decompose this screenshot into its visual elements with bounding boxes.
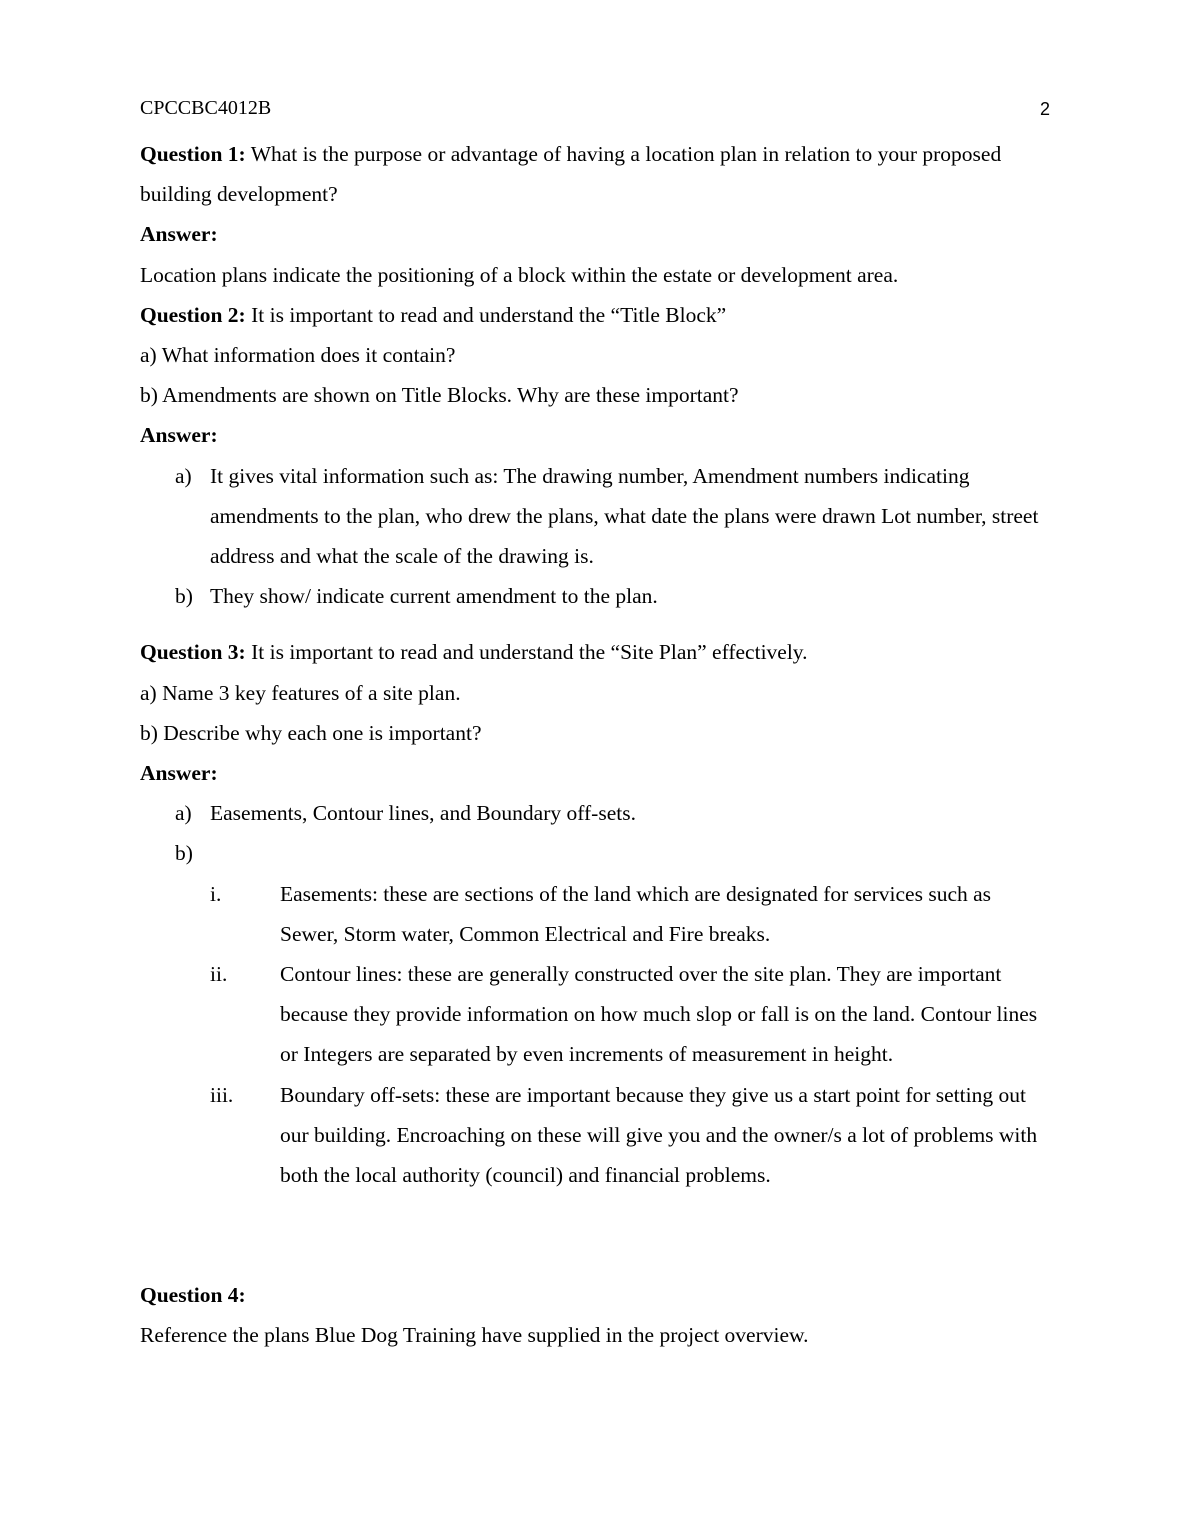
list-item: [140, 874, 1050, 954]
list-marker: b): [175, 841, 193, 866]
question-2-part-b: b) Amendments are shown on Title Blocks. Why are these important?: [140, 383, 739, 408]
question-2: [140, 295, 1050, 335]
answer-2-label: Answer:: [140, 423, 218, 448]
question-4-text: Reference the plans Blue Dog Training have supplied in the project overview.: [140, 1323, 809, 1348]
answer-3-list: [140, 793, 1050, 873]
list-marker: iii.: [210, 1082, 234, 1107]
list-item-text: Easements, Contour lines, and Boundary off-sets.: [210, 801, 636, 826]
list-marker: i.: [210, 881, 222, 906]
question-1: [140, 134, 1050, 214]
list-marker: ii.: [210, 962, 228, 987]
list-item: [140, 833, 1050, 873]
question-4-label: Question 4:: [140, 1283, 246, 1308]
question-2-label: Question 2:: [140, 302, 246, 327]
document-body: [140, 134, 1050, 1356]
question-3-part-b: b) Describe why each one is important?: [140, 720, 482, 745]
answer-3b-list: [140, 874, 1050, 1196]
question-2-part-a: a) What information does it contain?: [140, 343, 456, 368]
list-marker: a): [175, 801, 192, 826]
answer-1-text: Location plans indicate the positioning of a block within the estate or development area.: [140, 262, 899, 287]
answer-1-label: Answer:: [140, 222, 218, 247]
list-marker: a): [175, 463, 192, 488]
question-3-text: It is important to read and understand the “Site Plan” effectively.: [251, 640, 808, 665]
question-1-label: Question 1:: [140, 142, 246, 166]
question-3-part-a: a) Name 3 key features of a site plan.: [140, 680, 461, 705]
list-marker: b): [175, 584, 193, 609]
list-item-text: Easements: these are sections of the land which are designated for services such as Sewer, Storm water, Common Electrical and Fire breaks.: [280, 881, 992, 946]
question-3-label: Question 3:: [140, 640, 246, 665]
answer-2-list: [140, 456, 1050, 617]
list-item: [140, 1075, 1050, 1196]
list-item-text: Contour lines: these are generally constructed over the site plan. They are important because they provide information on how much slop or fall is on the land. Contour lines or Integers are separated by even increments of measurement in height.: [280, 962, 1038, 1067]
list-item: [140, 576, 1050, 616]
question-3: [140, 632, 1050, 672]
question-2-text: It is important to read and understand the “Title Block”: [251, 302, 727, 327]
list-item: [140, 954, 1050, 1075]
course-code: CPCCBC4012B: [140, 97, 272, 119]
question-1-text: What is the purpose or advantage of having a location plan in relation to your proposed building development?: [140, 142, 1002, 207]
answer-3-label: Answer:: [140, 761, 218, 786]
list-item: [140, 456, 1050, 577]
page-number: 2: [1040, 99, 1051, 119]
list-item-text: It gives vital information such as: The drawing number, Amendment numbers indicating amendments to the plan, who drew the plans, what date the plans were drawn Lot number, street address and what the scale of the drawing is.: [210, 463, 1039, 569]
list-item: [140, 793, 1050, 833]
list-item-text: They show/ indicate current amendment to the plan.: [210, 584, 658, 609]
list-item-text: Boundary off-sets: these are important because they give us a start point for setting out our building. Encroaching on these will give you and the owner/s a lot of problems with both the local authority (council) and financial problems.: [280, 1082, 1038, 1188]
